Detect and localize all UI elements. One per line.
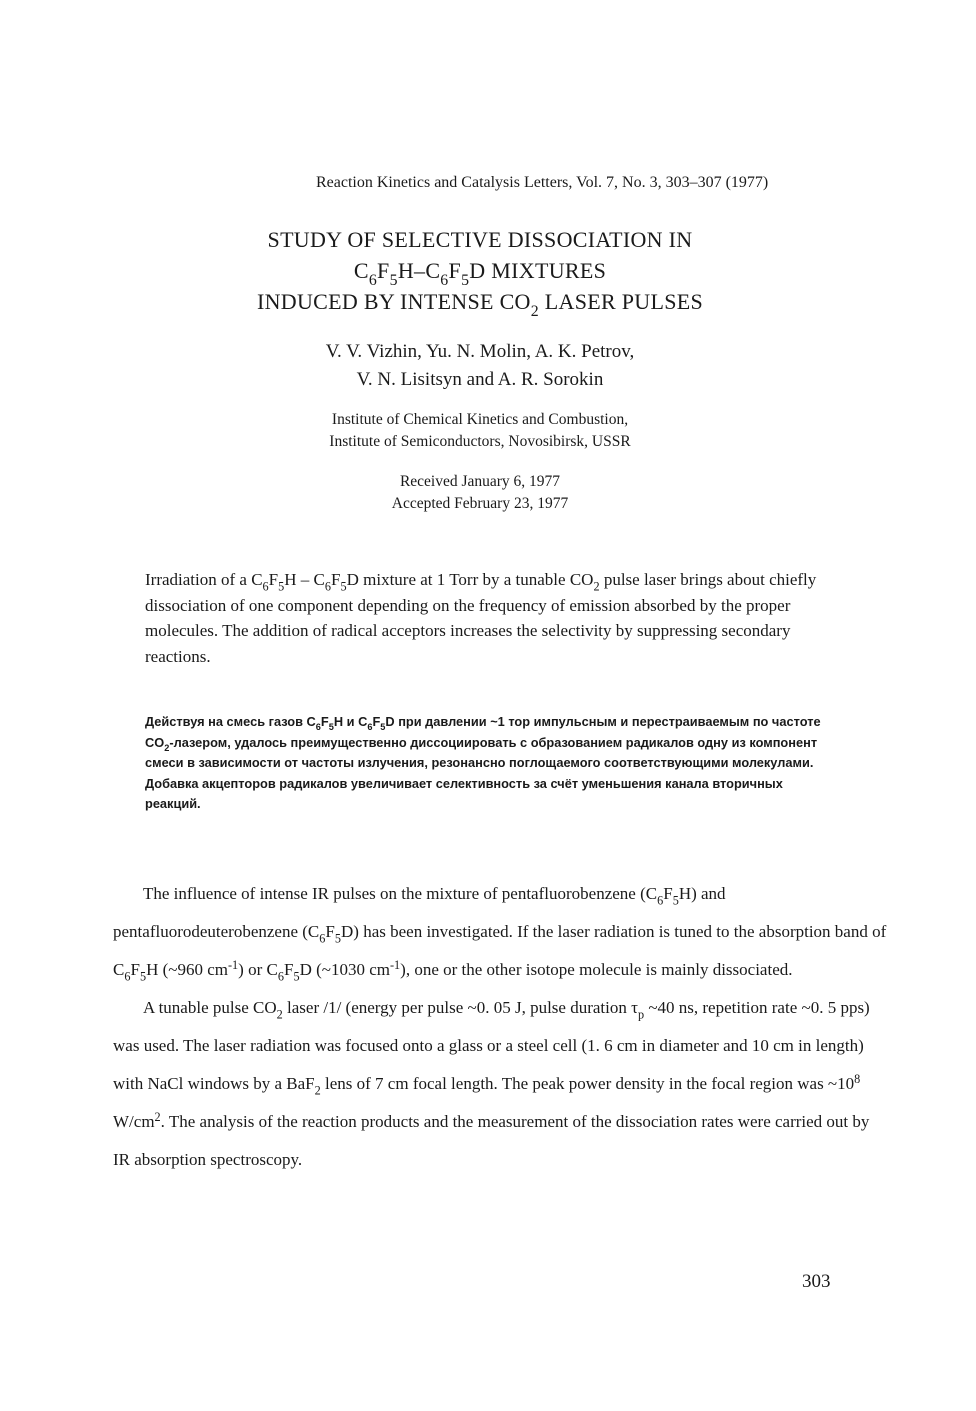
affiliations <box>240 409 720 453</box>
body-paragraph-1: The influence of intense IR pulses on the mixture of pentafluorobenzene $(C_6F_5H)$ and pentafluorodeuterobenzene $(C_6F_5D)$ has been investigated. If the laser radiation is tuned to the absorption band of $C_6F_5H$ (~960 $cm^{-1}$) or $C_6F_5D$ (~1030 $cm^{-1}$), one or the other isotope molecule is mainly dissociated. <box>113 884 887 984</box>
title-line-1: STUDY OF SELECTIVE DISSOCIATION IN <box>267 227 693 252</box>
page-number: 303 <box>802 1271 831 1292</box>
title-line-3: INDUCED BY INTENSE $CO_2$ LASER PULSES <box>256 289 704 321</box>
abstract-english: Irradiation of a $C_6F_5H - C_6F_5D$ mixture at 1 Torr by a tunable $CO_2$ pulse laser brings about chiefly dissociation of one component depending on the frequency of emission absorbed by the proper molecules. The addition of radical acceptors increases the selectivity by suppressing secondary reactions. <box>145 570 817 666</box>
body-text <box>113 875 889 1179</box>
journal-header: Reaction Kinetics and Catalysis Letters, Vol. 7, No. 3, 303–307 (1977) <box>316 174 769 191</box>
affiliation-line-2: Institute of Semiconductors, Novosibirsk, USSR <box>329 433 631 450</box>
abstract-russian: Действуя на смесь газов $C_6F_5H$ и $C_6F_5D$ при давлении ~1 тор импульсным и перестраиваемым по частоте $CO_2$-лазером, удалось преимущественно диссоциировать с образованием радикалов одну из компонент смеси в зависимости от частоты излучения, резонансно поглощаемого соответствующими молекулами. Добавка акцепторов радикалов увеличивает селективность за счёт уменьшения канала вторичных реакций. <box>145 714 821 811</box>
received-date: Received January 6, 1977 <box>399 473 561 490</box>
body-paragraph-2: A tunable pulse $CO_2$ laser /1/ (energy per pulse ~0. 05 J, pulse duration $\tau_p$ ~40 ns, repetition rate ~0. 5 pps) was used. The laser radiation was focused onto a glass or a steel cell (1. 6 cm in diameter and 10 cm in length) with NaCl windows by a BaF$_2$ lens of 7 cm focal length. The peak power density in the focal region was $\sim 10^8$ $W/cm^2$. The analysis of the reaction products and the measurement of the dissociation rates were carried out by IR absorption spectroscopy. <box>113 998 870 1169</box>
authors-line-1: V. V. Vizhin, Yu. N. Molin, A. K. Petrov, <box>325 341 635 362</box>
accepted-date: Accepted February 23, 1977 <box>391 495 569 512</box>
affiliation-line-1: Institute of Chemical Kinetics and Combustion, <box>331 411 629 428</box>
authors <box>240 338 720 394</box>
authors-line-2: V. N. Lisitsyn and A. R. Sorokin <box>356 369 604 390</box>
dates <box>240 471 720 515</box>
title-line-2: $C_6F_5H-C_6F_5D$ MIXTURES <box>353 258 607 290</box>
paper-title <box>200 224 760 321</box>
